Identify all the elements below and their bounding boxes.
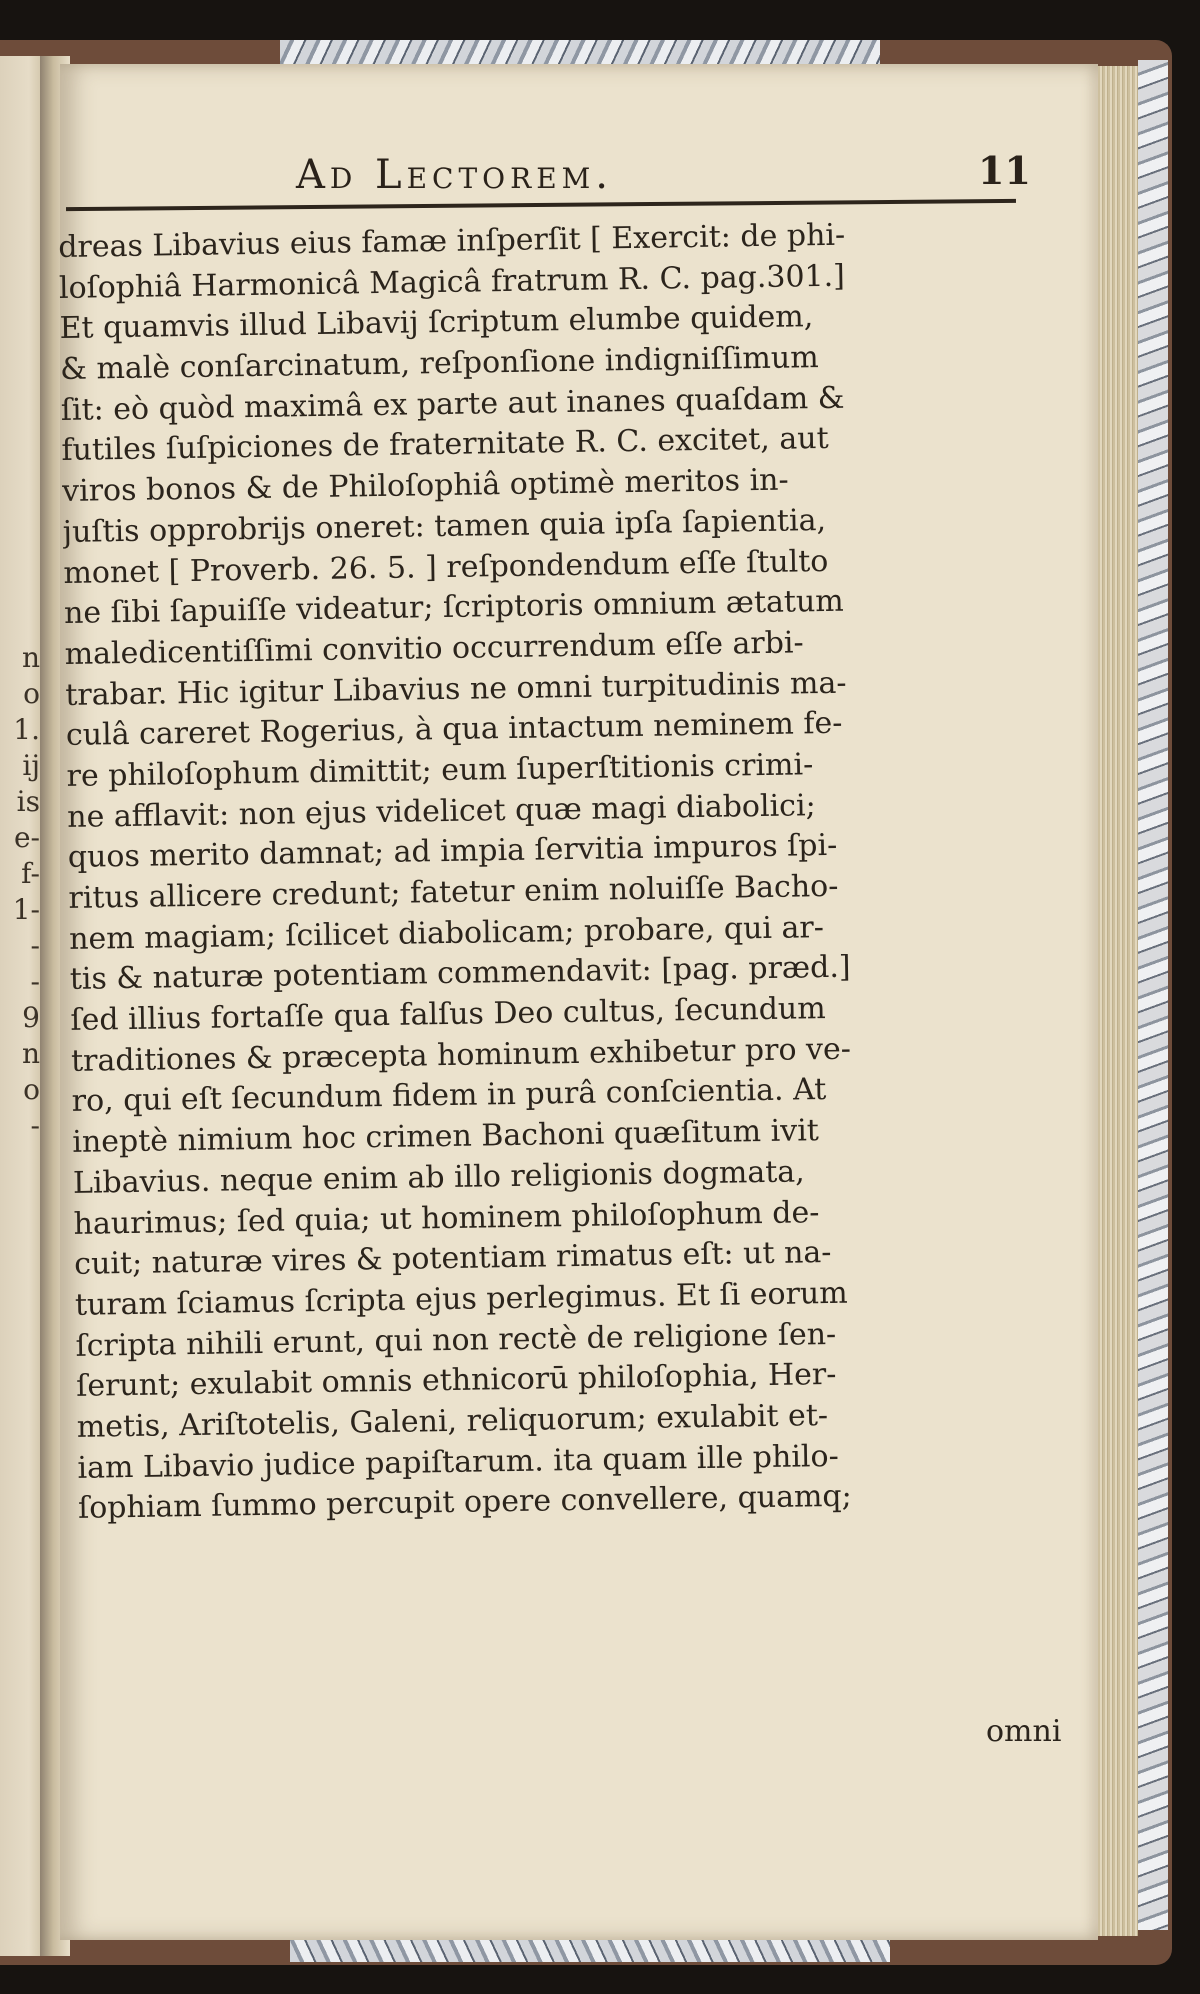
text-line: ſcripta nihili erunt, qui non rectè de religione ſen- <box>75 1316 837 1364</box>
text-line: futiles ſuſpiciones de fraternitate R. C. excitet, aut <box>61 421 829 469</box>
text-line: ritus allicere credunt; fatetur enim noluiſſe Bacho- <box>68 868 839 916</box>
text-line: loſophiâ Harmonicâ Magicâ fratrum R. C. pag.301.] <box>58 258 846 306</box>
left-page-fragment: - <box>30 929 40 962</box>
text-line: quos merito damnat; ad impia ſervitia impuros ſpi- <box>67 828 838 876</box>
marbled-edge-right <box>1138 60 1168 1930</box>
text-line: nem magiam; ſcilicet diabolicam; probare, qui ar- <box>68 909 825 957</box>
text-line: ineptè nimium hoc crimen Bachoni quæſitum ivit <box>72 1113 820 1161</box>
text-line: ſed illius fortaſſe qua falſus Deo cultus, ſecundum <box>70 991 826 1038</box>
left-page-fragment: 1- <box>12 893 40 926</box>
text-line: Libavius. neque enim ab illo religionis dogmata, <box>72 1154 805 1201</box>
left-page-fragment: - <box>30 1109 40 1142</box>
text-line: tis & naturæ potentiam commendavit: [pag. præd.] <box>69 950 851 998</box>
text-line: re philoſophum dimittit; eum ſuperſtitionis crimi- <box>66 747 814 794</box>
left-page-fragment: is <box>16 785 40 818</box>
text-line: metis, Ariſtotelis, Galeni, reliquorum; exulabit et- <box>76 1397 829 1445</box>
text-line: ne afflavit: non ejus videlicet quæ magi diabolici; <box>66 787 816 835</box>
left-page-fragment: ij <box>22 749 40 782</box>
text-line: ſit: eò quòd maximâ ex parte aut inanes quaſdam & <box>60 380 845 428</box>
text-line: turam ſciamus ſcripta ejus perlegimus. Et ſi eorum <box>74 1275 848 1323</box>
text-line: culâ careret Rogerius, à qua intactum neminem fe- <box>65 705 843 754</box>
left-page-fragment: 9 <box>22 1001 40 1034</box>
body-text <box>58 212 1068 1529</box>
text-line: trabar. Hic igitur Libavius ne omni turpitudinis ma- <box>65 665 847 713</box>
running-header: Ad Lectorem. <box>296 152 614 198</box>
text-line: & malè conſarcinatum, reſponſione indigniſſimum <box>59 340 819 388</box>
text-line: ſophiam ſummo percupit opere convellere, quamq; <box>77 1479 853 1527</box>
left-page-fragment: - <box>30 965 40 998</box>
text-line: Et quamvis illud Libavij ſcriptum elumbe quidem, <box>59 299 814 347</box>
left-page-fragment: f- <box>21 857 40 890</box>
text-line: ne ſibi ſapuiſſe videatur; ſcriptoris omnium ætatum <box>63 583 844 632</box>
left-page-fragment: n <box>21 1037 40 1070</box>
text-line: iam Libavio judice papiſtarum. ita quam ille philo- <box>77 1438 839 1486</box>
page-stack-edge <box>1098 66 1138 1936</box>
text-line: cuit; naturæ vires & potentiam rimatus eſt: ut na- <box>74 1235 832 1283</box>
left-page-fragment: e- <box>13 821 40 854</box>
left-page-fragment: 1. <box>13 713 40 746</box>
text-line: monet [ Proverb. 26. 5. ] reſpondendum eſſe ſtulto <box>63 543 829 591</box>
catchword: omni <box>986 1714 1062 1749</box>
text-line: dreas Libavius eius famæ inſperſit [ Exercit: de phi- <box>58 217 846 265</box>
text-line: ſerunt; exulabit omnis ethnicorū philoſophia, Her- <box>75 1357 837 1405</box>
text-line: viros bonos & de Philoſophiâ optimè meritos in- <box>61 462 789 510</box>
text-line: traditiones & præcepta hominum exhibetur pro ve- <box>70 1031 852 1079</box>
left-page-text-fragments <box>0 640 44 1144</box>
left-page-fragment: o <box>23 677 40 710</box>
text-line: ro, qui eſt ſecundum fidem in purâ conſcientia. At <box>71 1072 827 1120</box>
text-line: juſtis opprobrijs oneret: tamen quia ipſa ſapientia, <box>62 502 827 550</box>
text-line: maledicentiſſimi convitio occurrendum eſſe arbi- <box>64 625 804 672</box>
page-number: 11 <box>978 148 1031 193</box>
left-page-fragment: o <box>23 1073 40 1106</box>
left-page-fragment: n <box>21 641 40 674</box>
text-line: haurimus; ſed quia; ut hominem philoſophum de- <box>73 1194 820 1242</box>
